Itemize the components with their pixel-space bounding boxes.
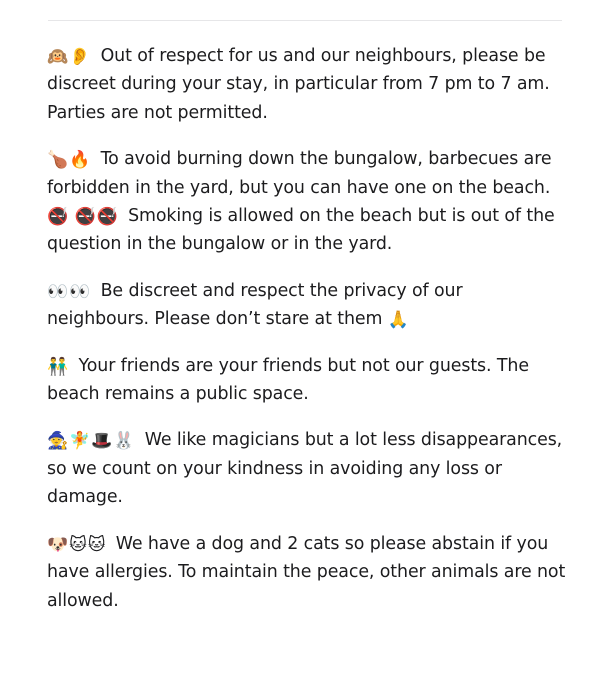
rule-emojis bbox=[47, 430, 141, 450]
rule-damage bbox=[47, 426, 567, 511]
no-smoking-icon: 🚭 bbox=[74, 207, 96, 228]
no-smoking-icon: 🚭 bbox=[96, 207, 118, 228]
rule-text-smoking: Smoking is allowed on the beach but is out of the question in the bungalow or in the yard. bbox=[47, 206, 555, 255]
no-smoking-emojis bbox=[47, 206, 124, 226]
folded-hands-icon: 🙏 bbox=[387, 310, 409, 331]
fairy-icon: 🧚 bbox=[69, 431, 91, 452]
eyes-icon: 👀 bbox=[69, 281, 91, 302]
cat-face-icon: 🐱 bbox=[69, 534, 87, 555]
rule-emojis bbox=[47, 46, 97, 66]
eyes-icon: 👀 bbox=[47, 281, 69, 302]
rule-pets bbox=[47, 530, 567, 615]
rule-emojis bbox=[47, 356, 75, 376]
mage-icon: 🧙 bbox=[47, 431, 69, 452]
rule-emojis bbox=[47, 534, 112, 554]
fire-icon: 🔥 bbox=[69, 150, 91, 171]
top-hat-icon: 🎩 bbox=[91, 431, 113, 452]
rule-text: We like magicians but a lot less disappearances, so we count on your kindness in avoiding any loss or damage. bbox=[47, 430, 563, 508]
rule-emojis bbox=[47, 281, 97, 301]
no-smoking-icon: 🚭 bbox=[47, 207, 69, 228]
rule-privacy bbox=[47, 277, 567, 334]
rule-emojis bbox=[47, 149, 97, 169]
rule-text: Be discreet and respect the privacy of our neighbours. Please don’t stare at them bbox=[47, 280, 463, 330]
rule-quiet-hours bbox=[47, 42, 567, 127]
rule-text: We have a dog and 2 cats so please abstain if you have allergies. To maintain the peace, other animals are not allowed. bbox=[47, 533, 566, 611]
rabbit-icon: 🐰 bbox=[113, 431, 135, 452]
house-rules-list bbox=[47, 42, 567, 633]
ear-icon: 👂 bbox=[69, 47, 91, 67]
rule-barbecue-smoking bbox=[47, 145, 567, 259]
cat-face-icon: 🐱 bbox=[87, 534, 106, 555]
rule-friends bbox=[47, 352, 567, 409]
top-divider bbox=[48, 20, 562, 21]
dog-face-icon: 🐶 bbox=[47, 534, 69, 555]
two-men-icon: 👬 bbox=[47, 356, 69, 377]
rule-text: To avoid burning down the bungalow, barbecues are forbidden in the yard, but you can have one on the beach. bbox=[47, 149, 552, 198]
drumstick-icon: 🍗 bbox=[47, 150, 69, 171]
rule-text: Out of respect for us and our neighbours, please be discreet during your stay, in particular from 7 pm to 7 am. Parties are not permitted. bbox=[47, 46, 550, 123]
rule-text: Your friends are your friends but not our guests. The beach remains a public space. bbox=[47, 355, 529, 405]
hear-no-evil-monkey-icon: 🙉 bbox=[47, 47, 69, 67]
